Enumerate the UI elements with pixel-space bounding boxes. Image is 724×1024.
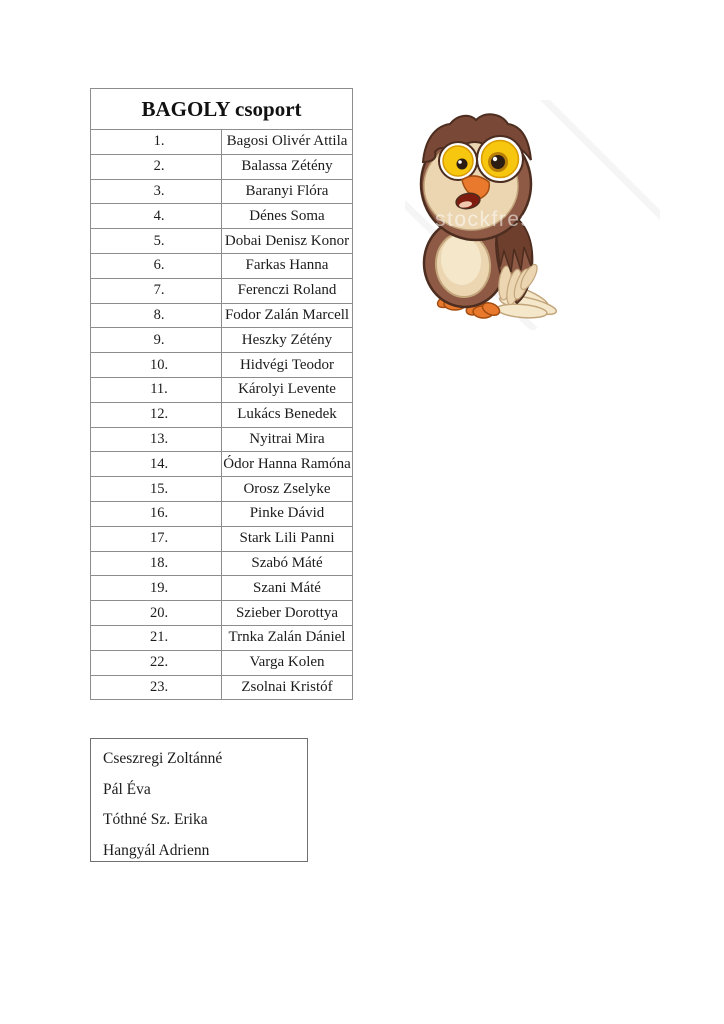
row-number: 6. (91, 253, 222, 278)
owl-illustration (405, 100, 660, 330)
table-row (91, 576, 353, 601)
roster-table (90, 88, 353, 700)
row-number: 2. (91, 154, 222, 179)
staff-box (90, 738, 308, 862)
table-title: BAGOLY csoport (91, 89, 353, 130)
table-row (91, 526, 353, 551)
student-name: Farkas Hanna (222, 253, 353, 278)
student-name: Varga Kolen (222, 650, 353, 675)
row-number: 20. (91, 601, 222, 626)
table-row (91, 253, 353, 278)
row-number: 8. (91, 303, 222, 328)
table-row (91, 179, 353, 204)
row-number: 11. (91, 377, 222, 402)
row-number: 3. (91, 179, 222, 204)
table-row (91, 501, 353, 526)
student-name: Fodor Zalán Marcell (222, 303, 353, 328)
row-number: 14. (91, 452, 222, 477)
table-row (91, 402, 353, 427)
student-name: Orosz Zselyke (222, 477, 353, 502)
staff-name: Hangyál Adrienn (103, 841, 210, 859)
row-number: 23. (91, 675, 222, 700)
student-name: Hidvégi Teodor (222, 353, 353, 378)
student-name: Pinke Dávid (222, 501, 353, 526)
row-number: 7. (91, 278, 222, 303)
staff-name: Pál Éva (103, 780, 151, 798)
row-number: 18. (91, 551, 222, 576)
row-number: 5. (91, 229, 222, 254)
student-name: Károlyi Levente (222, 377, 353, 402)
student-name: Lukács Benedek (222, 402, 353, 427)
row-number: 9. (91, 328, 222, 353)
student-name: Ódor Hanna Ramóna (222, 452, 353, 477)
student-name: Baranyi Flóra (222, 179, 353, 204)
table-row (91, 551, 353, 576)
row-number: 4. (91, 204, 222, 229)
row-number: 10. (91, 353, 222, 378)
table-row (91, 229, 353, 254)
row-number: 21. (91, 625, 222, 650)
staff-name: Cseszregi Zoltánné (103, 750, 223, 767)
table-row (91, 154, 353, 179)
owl-svg (405, 100, 660, 330)
table-row (91, 601, 353, 626)
student-name: Dobai Denisz Konor (222, 229, 353, 254)
table-row (91, 427, 353, 452)
owl-right-eye (477, 136, 523, 182)
table-row (91, 130, 353, 155)
watermark-diagonal (535, 100, 660, 220)
student-name: Trnka Zalán Dániel (222, 625, 353, 650)
row-number: 13. (91, 427, 222, 452)
table-row (91, 650, 353, 675)
table-row (91, 328, 353, 353)
row-number: 15. (91, 477, 222, 502)
row-number: 16. (91, 501, 222, 526)
student-name: Szieber Dorottya (222, 601, 353, 626)
student-name: Heszky Zétény (222, 328, 353, 353)
table-row (91, 303, 353, 328)
student-name: Ferenczi Roland (222, 278, 353, 303)
student-name: Balassa Zétény (222, 154, 353, 179)
student-name: Stark Lili Panni (222, 526, 353, 551)
table-header-row (91, 89, 353, 130)
table-row (91, 452, 353, 477)
student-name: Bagosi Olivér Attila (222, 130, 353, 155)
table-row (91, 204, 353, 229)
table-row (91, 675, 353, 700)
row-number: 17. (91, 526, 222, 551)
table-row (91, 278, 353, 303)
student-name: Szani Máté (222, 576, 353, 601)
staff-name: Tóthné Sz. Erika (103, 811, 208, 828)
student-name: Szabó Máté (222, 551, 353, 576)
row-number: 12. (91, 402, 222, 427)
student-name: Zsolnai Kristóf (222, 675, 353, 700)
table-row (91, 625, 353, 650)
stock-watermark: stockfresh (435, 208, 546, 231)
table-row (91, 377, 353, 402)
table-row (91, 477, 353, 502)
student-name: Nyitrai Mira (222, 427, 353, 452)
row-number: 1. (91, 130, 222, 155)
student-name: Dénes Soma (222, 204, 353, 229)
owl-left-eye (439, 142, 477, 180)
row-number: 19. (91, 576, 222, 601)
row-number: 22. (91, 650, 222, 675)
table-row (91, 353, 353, 378)
